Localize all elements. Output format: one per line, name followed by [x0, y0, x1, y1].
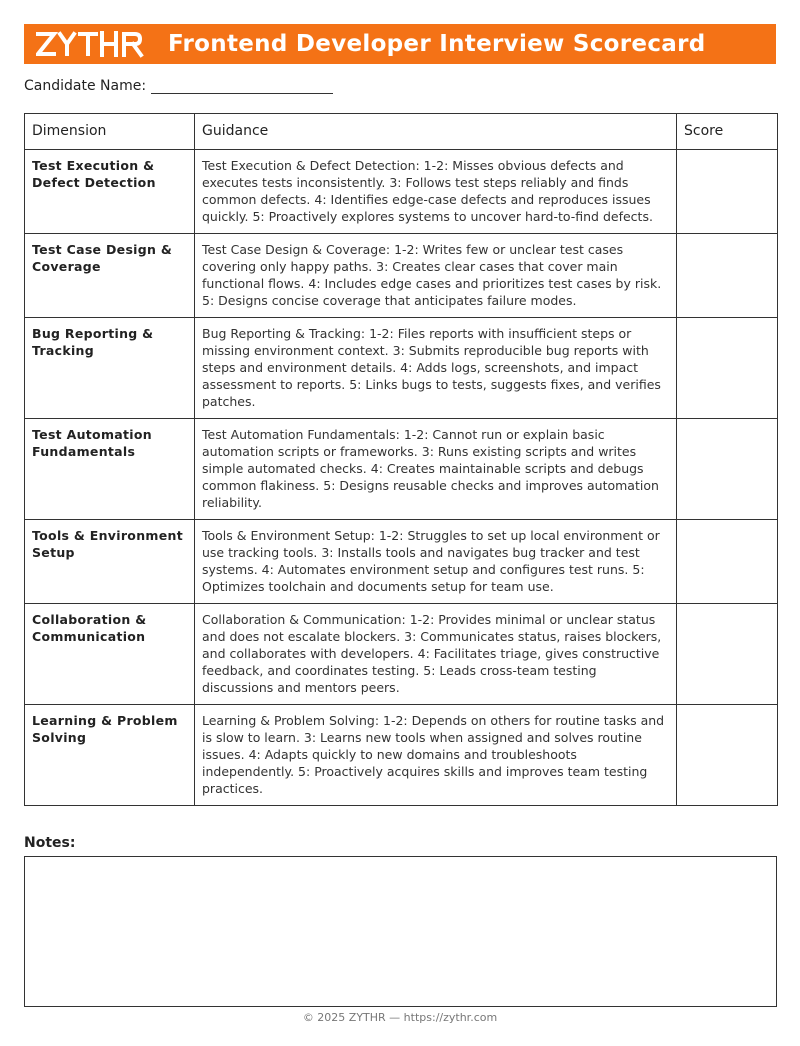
score-cell[interactable] — [677, 318, 778, 419]
score-cell[interactable] — [677, 419, 778, 520]
zythr-logo — [36, 29, 148, 59]
guidance-cell: Learning & Problem Solving: 1-2: Depends on others for routine tasks and is slow to learn. 3: Learns new tools when assigned and solves routine issues. 4: Adapts quickly to new domains and troubleshoots independently. 5: Proactively acquires skills and improves team testing practices. — [195, 705, 677, 806]
column-header-dimension: Dimension — [25, 114, 195, 150]
table-row — [25, 419, 778, 520]
scorecard-table — [24, 113, 778, 806]
candidate-name-label: Candidate Name: — [24, 78, 147, 94]
guidance-cell: Test Execution & Defect Detection: 1-2: Misses obvious defects and executes tests inconsistently. 3: Follows test steps reliably and finds common defects. 4: Identifies edge-case defects and reproduces issues quickly. 5: Proactively explores systems to uncover hard-to-find defects. — [195, 150, 677, 234]
footer-copyright: © 2025 ZYTHR — https://zythr.com — [302, 1011, 498, 1024]
table-row — [25, 705, 778, 806]
dimension-cell: Collaboration & Communication — [25, 604, 195, 705]
table-row — [25, 318, 778, 419]
candidate-name-line[interactable] — [151, 79, 333, 94]
score-cell[interactable] — [677, 705, 778, 806]
notes-box[interactable] — [24, 856, 777, 1007]
table-row — [25, 150, 778, 234]
guidance-cell: Collaboration & Communication: 1-2: Provides minimal or unclear status and does not escalate blockers. 3: Communicates status, raises blockers, and collaborates with developers. 4: Facilitates triage, gives constructive feedback, and coordinates testing. 5: Leads cross-team testing discussions and mentors peers. — [195, 604, 677, 705]
dimension-cell: Test Case Design & Coverage — [25, 234, 195, 318]
dimension-cell: Test Execution & Defect Detection — [25, 150, 195, 234]
notes-label: Notes: — [24, 835, 76, 851]
dimension-cell: Test Automation Fundamentals — [25, 419, 195, 520]
guidance-cell: Test Case Design & Coverage: 1-2: Writes few or unclear test cases covering only happy paths. 3: Creates clear cases that cover main functional flows. 4: Includes edge cases and prioritizes test cases by risk. 5: Designs concise coverage that anticipates failure modes. — [195, 234, 677, 318]
guidance-cell: Bug Reporting & Tracking: 1-2: Files reports with insufficient steps or missing environment context. 3: Submits reproducible bug reports with steps and environment details. 4: Adds logs, screenshots, and impact assessment to reports. 5: Links bugs to tests, suggests fixes, and verifies patches. — [195, 318, 677, 419]
guidance-cell: Tools & Environment Setup: 1-2: Struggles to set up local environment or use tracking tools. 3: Installs tools and navigates bug tracker and test systems. 4: Automates environment setup and configures test runs. 5: Optimizes toolchain and documents setup for team use. — [195, 520, 677, 604]
score-cell[interactable] — [677, 604, 778, 705]
score-cell[interactable] — [677, 520, 778, 604]
table-row — [25, 234, 778, 318]
dimension-cell: Tools & Environment Setup — [25, 520, 195, 604]
header-banner — [24, 24, 776, 64]
table-row — [25, 604, 778, 705]
table-row — [25, 520, 778, 604]
page-title: Frontend Developer Interview Scorecard — [168, 31, 706, 57]
guidance-cell: Test Automation Fundamentals: 1-2: Cannot run or explain basic automation scripts or frameworks. 3: Runs existing scripts and writes simple automated checks. 4: Creates maintainable scripts and debugs common flakiness. 5: Designs reusable checks and improves automation reliability. — [195, 419, 677, 520]
table-header-row — [25, 114, 778, 150]
column-header-guidance: Guidance — [195, 114, 677, 150]
candidate-name-field — [24, 78, 333, 94]
column-header-score: Score — [677, 114, 778, 150]
score-cell[interactable] — [677, 150, 778, 234]
dimension-cell: Bug Reporting & Tracking — [25, 318, 195, 419]
dimension-cell: Learning & Problem Solving — [25, 705, 195, 806]
score-cell[interactable] — [677, 234, 778, 318]
